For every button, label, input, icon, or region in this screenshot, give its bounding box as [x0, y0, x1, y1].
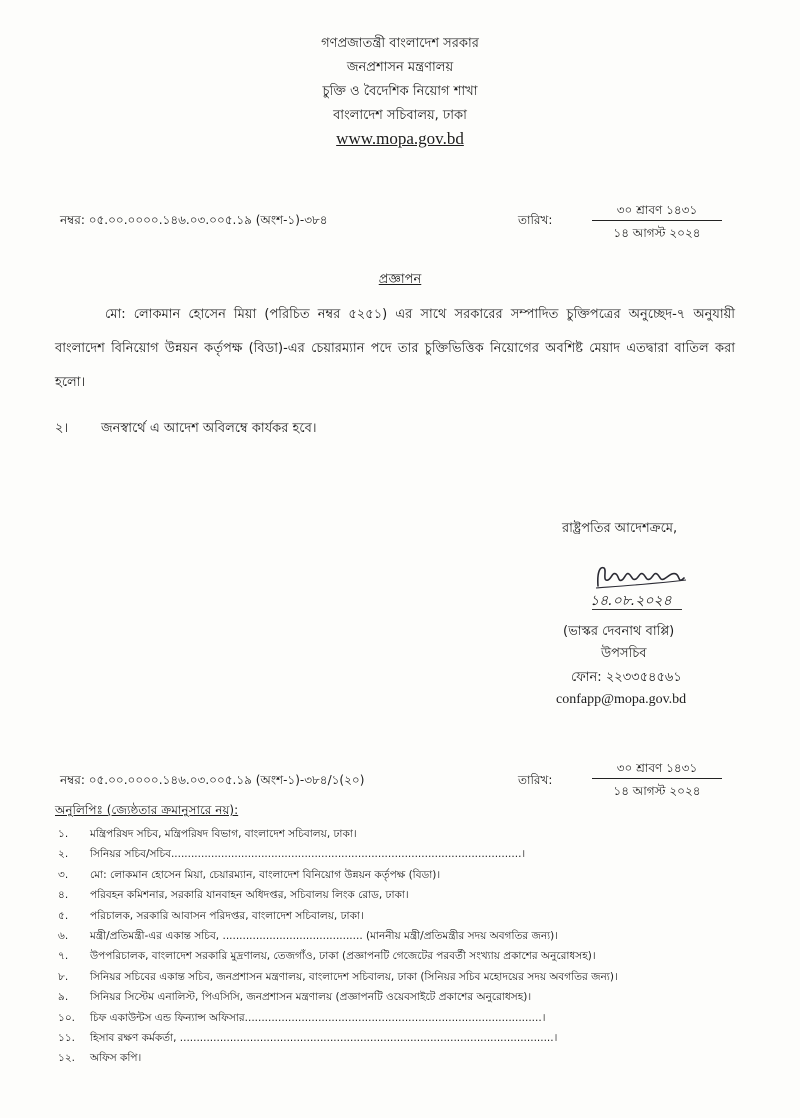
list-item-text: সিনিয়র সচিব/সচিব.........................................................................................................। [90, 848, 526, 861]
paragraph-2-text: জনস্বার্থে এ আদেশ অবিলম্বে কার্যকর হবে। [101, 421, 317, 436]
signature-underline [592, 609, 682, 610]
list-item-text: উপপরিচালক, বাংলাদেশ সরকারি মুদ্রণালয়, তেজগাঁও, ঢাকা (প্রজ্ঞাপনটি গেজেটের পরবর্তী সংখ্যায় প্রকাশের অনুরোধসহ)। [90, 950, 596, 963]
list-item-text: মন্ত্রী/প্রতিমন্ত্রী-এর একান্ত সচিব, .......................................... (মাননীয় মন্ত্রী/প্রতিমন্ত্রীর সদয় অবগতির জন্য)। [90, 929, 558, 942]
list-item-number: ৬. [58, 929, 69, 942]
memo-date-bangla: ৩০ শ্রাবণ ১৪৩১ [592, 200, 722, 221]
signatory-name: (ভাস্কর দেবনাথ বাপ্পি) [563, 624, 675, 639]
memo-date-box [592, 200, 722, 243]
govt-name: গণপ্রজাতন্ত্রী বাংলাদেশ সরকার [321, 36, 479, 51]
signatory-email[interactable]: confapp@mopa.gov.bd [556, 692, 687, 707]
website-row [0, 127, 800, 153]
signatory-phone: ফোন: ২২৩৩৫৪৫৬১ [571, 670, 682, 685]
list-item-text: মন্ত্রিপরিষদ সচিব, মন্ত্রিপরিষদ বিভাগ, বাংলাদেশ সচিবালয়, ঢাকা। [90, 828, 357, 840]
website-link[interactable]: www.mopa.gov.bd [336, 129, 464, 148]
list-item-text: মো: লোকমান হোসেন মিয়া, চেয়ারম্যান, বাংলাদেশ বিনিয়োগ উন্নয়ন কর্তৃপক্ষ (বিডা)। [90, 868, 441, 881]
signature-date: ১৪.০৮.২০২৪ [590, 593, 672, 609]
paragraph-number: ২। [55, 421, 69, 436]
list-item [58, 1048, 758, 1068]
list-item [58, 1008, 758, 1028]
list-item [58, 1028, 758, 1048]
list-item [58, 865, 758, 885]
notice-paragraph-1: মো: লোকমান হোসেন মিয়া (পরিচিত নম্বর ৫২৫১) এর সাথে সরকারের সম্পাদিত চুক্তিপত্রের অনুচ্ছেদ-৭ অনুযায়ী বাংলাদেশ বিনিয়োগ উন্নয়ন কর্তৃপক্ষ (বিডা)-এর চেয়ারম্যান পদে তার চুক্তিভিত্তিক নিয়োগের অবশিষ্ট মেয়াদ এতদ্বারা বাতিল করা হলো। [55, 307, 735, 390]
list-item-number: ৯. [58, 991, 69, 1004]
list-item-text: অফিস কপি। [90, 1052, 142, 1065]
copies-list [58, 824, 758, 1069]
list-item-number: ৪. [58, 889, 69, 902]
notice-paragraph-2 [55, 412, 735, 446]
office-address: বাংলাদেশ সচিবালয়, ঢাকা [333, 108, 467, 123]
list-item-text: হিসাব রক্ষণ কর্মকর্তা, ................................................................................................................। [90, 1031, 558, 1044]
memo-date-label: তারিখ: [518, 213, 553, 227]
section-name: চুক্তি ও বৈদেশিক নিয়োগ শাখা [322, 84, 478, 99]
by-order-of-president: রাষ্ট্রপতির আদেশক্রমে, [562, 521, 678, 536]
list-item [58, 844, 758, 864]
copy-memo-date-gregorian: ১৪ আগস্ট ২০২৪ [613, 784, 701, 798]
list-item-number: ৮. [58, 970, 69, 983]
list-item [58, 906, 758, 926]
ministry-name: জনপ্রশাসন মন্ত্রণালয় [346, 60, 454, 75]
memo-reference-number: নম্বর: ০৫.০০.০০০০.১৪৬.০৩.০০৫.১৯ (অংশ-১)-৩৮৪ [60, 213, 328, 227]
list-item [58, 926, 758, 946]
list-item-number: ৩. [58, 868, 69, 881]
list-item-number: ১১. [58, 1031, 75, 1044]
copy-memo-date-box [592, 758, 722, 801]
list-item [58, 824, 758, 844]
list-item [58, 967, 758, 987]
memo-date-gregorian: ১৪ আগস্ট ২০২৪ [613, 226, 701, 240]
list-item-text: চিফ একাউন্টস এন্ড ফিন্যান্স অফিসার.........................................................................................। [90, 1011, 546, 1024]
copies-title: অনুলিপিঃ (জ্যেষ্ঠতার ক্রমানুসারে নয়): [55, 803, 239, 817]
list-item-number: ৫. [58, 909, 69, 922]
list-item-text: পরিবহন কমিশনার, সরকারি যানবাহন অধিদপ্তর, সচিবালয় লিংক রোড, ঢাকা। [90, 889, 409, 902]
list-item-number: ১২. [58, 1052, 75, 1065]
list-item [58, 987, 758, 1007]
copy-memo-reference-number: নম্বর: ০৫.০০.০০০০.১৪৬.০৩.০০৫.১৯ (অংশ-১)-৩৮৪/১(২০) [60, 773, 365, 787]
list-item-text: পরিচালক, সরকারি আবাসন পরিদপ্তর, বাংলাদেশ সচিবালয়, ঢাকা। [90, 909, 364, 922]
signatory-designation: উপসচিব [601, 646, 647, 661]
list-item [58, 885, 758, 905]
copy-memo-date-label: তারিখ: [518, 773, 553, 787]
list-item-number: ৭. [58, 950, 69, 963]
list-item-number: ২. [58, 848, 69, 861]
list-item-number: ১. [58, 828, 69, 840]
list-item-text: সিনিয়র সচিবের একান্ত সচিব, জনপ্রশাসন মন্ত্রণালয়, বাংলাদেশ সচিবালয়, ঢাকা (সিনিয়র সচিব মহোদয়ের সদয় অবগতির জন্য)। [90, 970, 618, 983]
copy-memo-date-bangla: ৩০ শ্রাবণ ১৪৩১ [592, 758, 722, 779]
notice-title: প্রজ্ঞাপন [378, 272, 422, 287]
list-item-number: ১০. [58, 1011, 75, 1024]
list-item [58, 946, 758, 966]
list-item-text: সিনিয়র সিস্টেম এনালিস্ট, পিএসিসি, জনপ্রশাসন মন্ত্রণালয় (প্রজ্ঞাপনটি ওয়েবসাইটে প্রকাশের অনুরোধসহ)। [90, 991, 532, 1004]
